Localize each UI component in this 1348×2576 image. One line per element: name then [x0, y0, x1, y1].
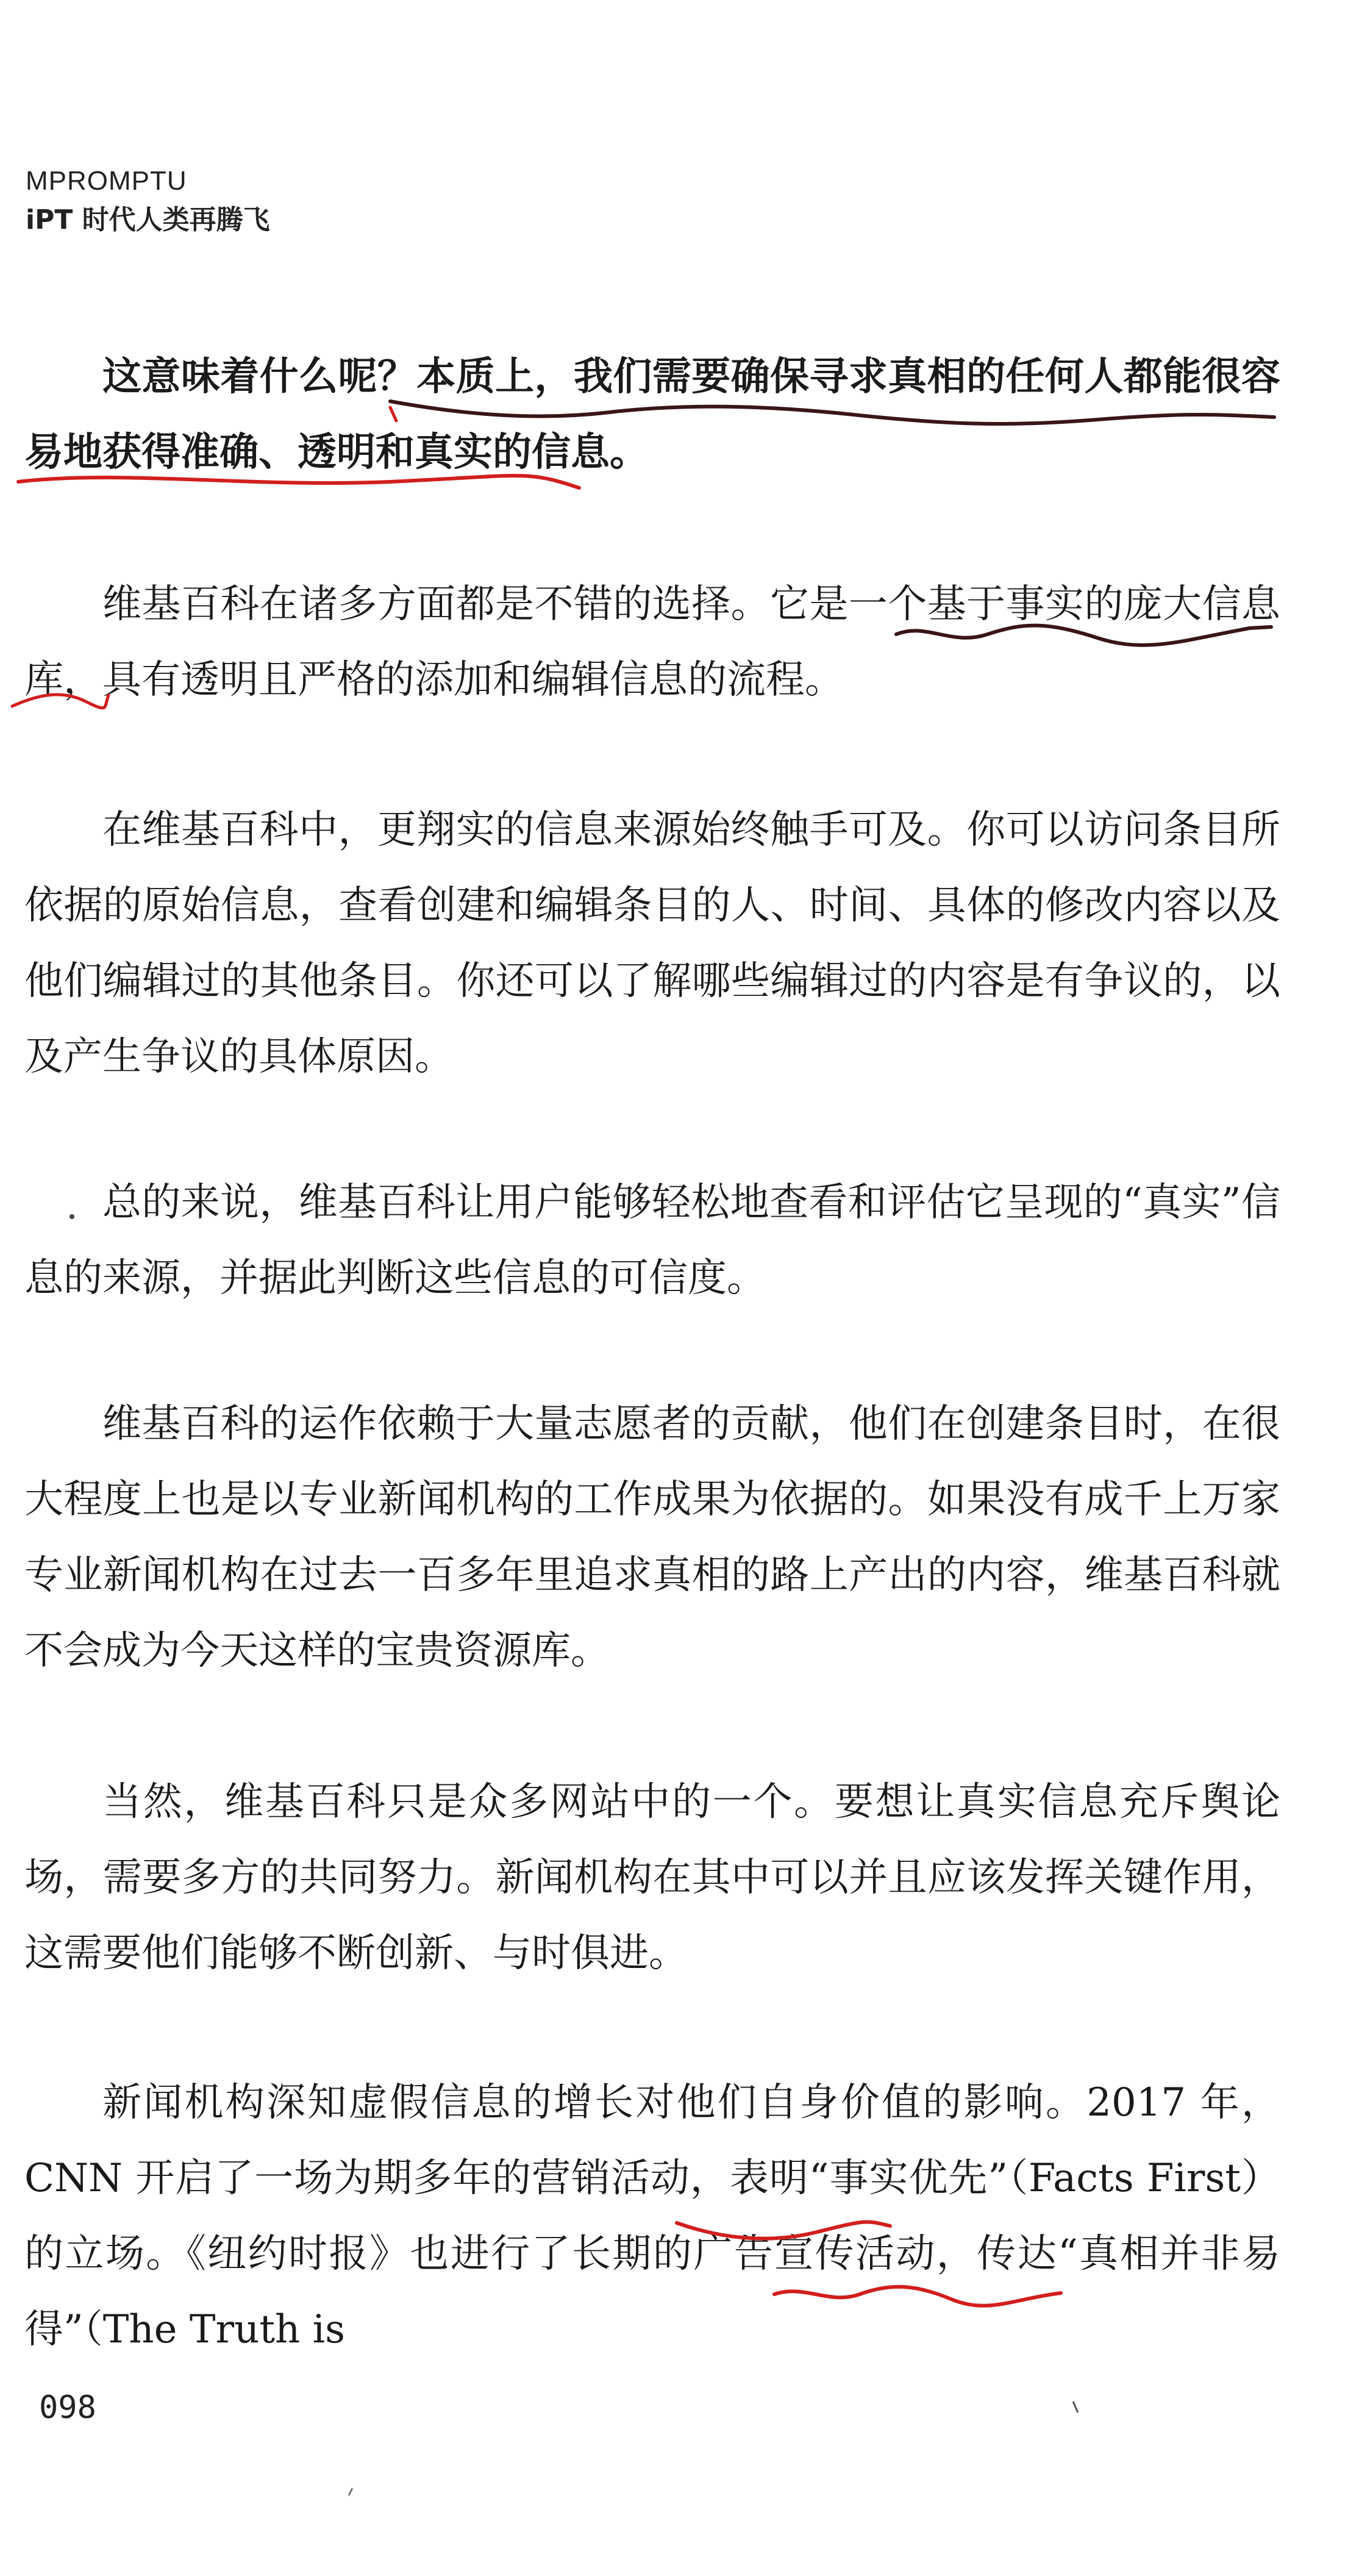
paragraph-7: 新闻机构深知虚假信息的增长对他们自身价值的影响。2017 年，CNN 开启了一场为期多年的营销活动，表明“事实优先”（Facts First）的立场。《纽约时报》也进行了长期的广告宣传活动，传达“真相并非易得”（The Truth is — [24, 2080, 1280, 2352]
series-name: MPROMPTU — [26, 166, 187, 196]
running-header — [26, 163, 270, 239]
stray-speck — [349, 2488, 352, 2496]
paragraph-6: 当然，维基百科只是众多网站中的一个。要想让真实信息充斥舆论场，需要多方的共同努力。新闻机构在其中可以并且应该发挥关键作用，这需要他们能够不断创新、与时俱进。 — [24, 1780, 1280, 1976]
book-title: iPT 时代人类再腾飞 — [26, 204, 270, 235]
paragraph-3: 在维基百科中，更翔实的信息来源始终触手可及。你可以访问条目所依据的原始信息，查看创建和编辑条目的人、时间、具体的修改内容以及他们编辑过的其他条目。你还可以了解哪些编辑过的内容是有争议的，以及产生争议的具体原因。 — [24, 807, 1280, 1079]
paragraph-4: 总的来说，维基百科让用户能够轻松地查看和评估它呈现的“真实”信息的来源，并据此判断这些信息的可信度。 — [24, 1180, 1280, 1301]
paragraph-1: 这意味着什么呢？本质上，我们需要确保寻求真相的任何人都能很容易地获得准确、透明和真实的信息。 — [24, 354, 1280, 475]
paragraph-5: 维基百科的运作依赖于大量志愿者的贡献，他们在创建条目时，在很大程度上也是以专业新闻机构的工作成果为依据的。如果没有成千上万家专业新闻机构在过去一百多年里追求真相的路上产出的内容，维基百科就不会成为今天这样的宝贵资源库。 — [24, 1401, 1280, 1673]
page-number: 098 — [39, 2389, 96, 2426]
stray-speck — [1073, 2402, 1078, 2413]
paragraph-2: 维基百科在诸多方面都是不错的选择。它是一个基于事实的庞大信息库，具有透明且严格的添加和编辑信息的流程。 — [24, 582, 1280, 703]
